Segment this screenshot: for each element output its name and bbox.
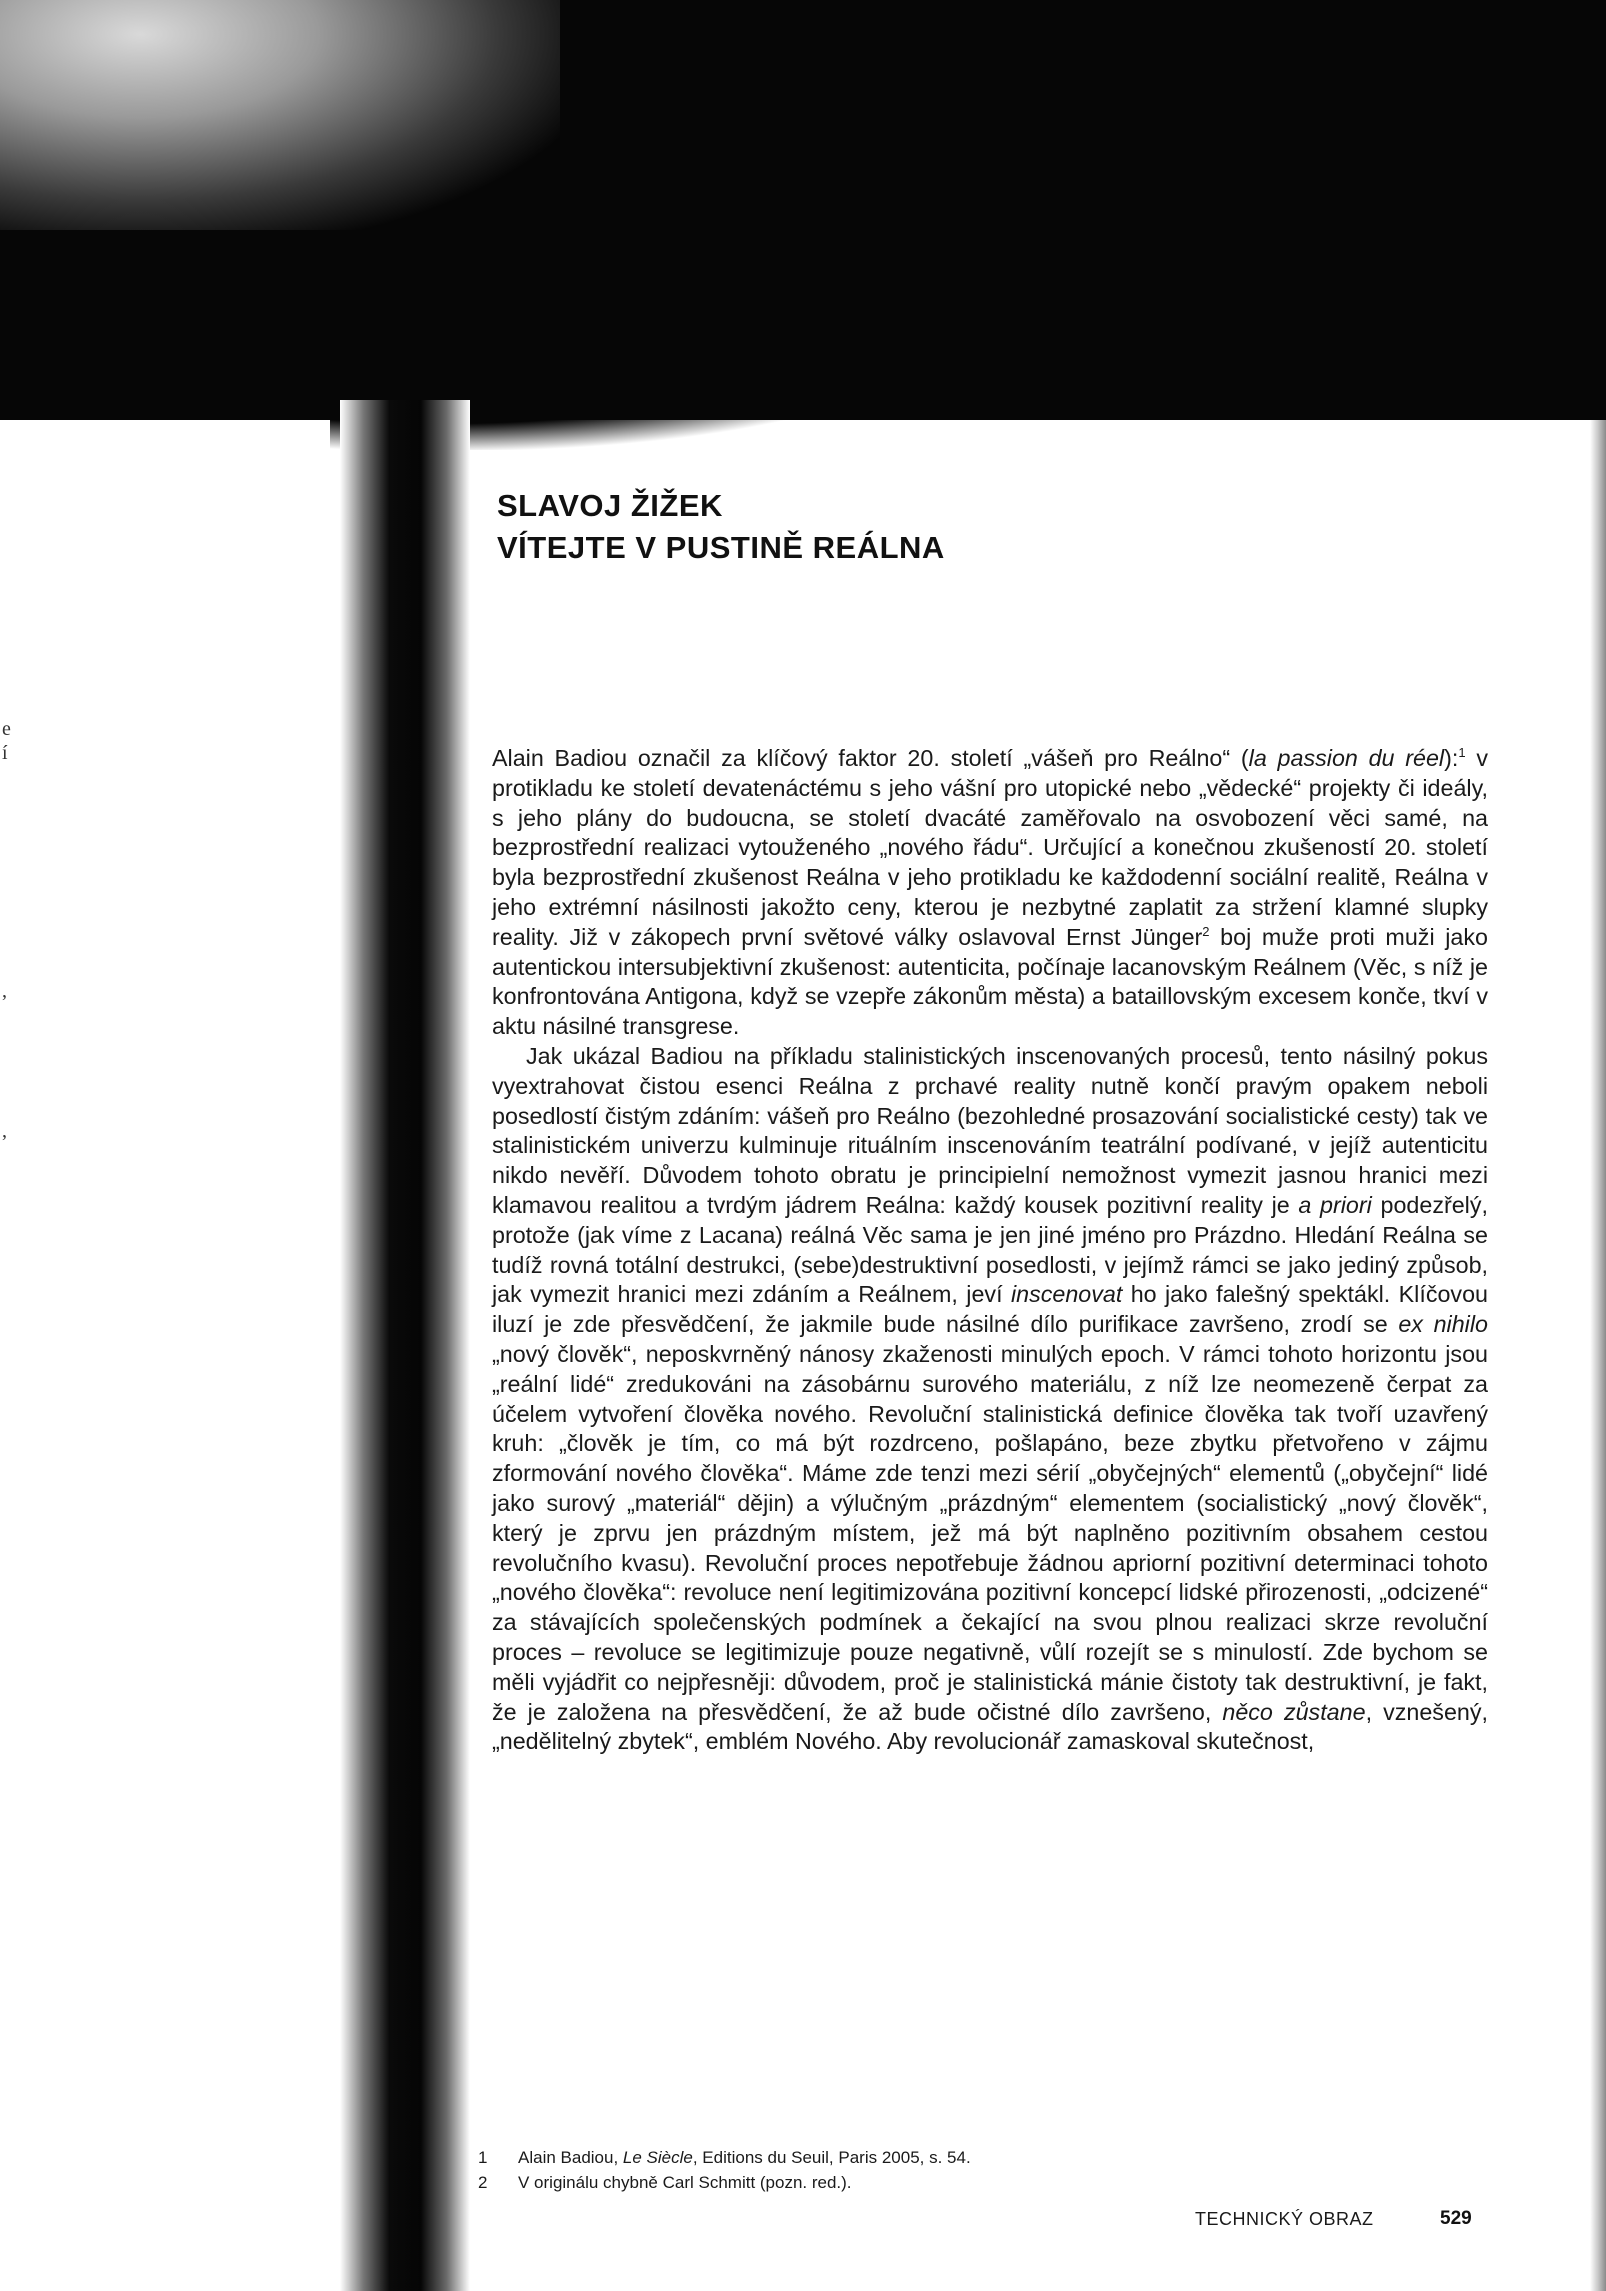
article-author: SLAVOJ ŽIŽEK: [497, 488, 723, 523]
footnotes: [478, 2145, 1278, 2195]
book-gutter-shadow: [340, 400, 470, 2291]
footnote-reference: 1: [1458, 745, 1466, 761]
footnote-reference: 2: [1202, 924, 1210, 940]
italic-phrase: a priori: [1298, 1191, 1372, 1218]
footnote-number: 2: [478, 2173, 488, 2192]
footnote: [478, 2145, 1278, 2170]
paragraph: Jak ukázal Badiou na příkladu stalinistických inscenovaných procesů, tento násilný pokus vyextrahovat čistou esenci Reálna z prchavé reality nutně končí pravým opakem neboli posedlostí čistým zdáním: vášeň pro Reálno (bezohledné prosazování socialistické cesty) tak ve stalinistickém univerzu kulminuje rituálním inscenováním teatrální podívané, v jejíž autenticitu nikdo nevěří. Důvodem tohoto obratu je principielní nemožnost vymezit jasnou hranici mezi klamavou realitou a tvrdým jádrem Reálna: každý kousek pozitivní reality je a priori podezřelý, protože (jak víme z Lacana) reálná Věc sama je jen jiné jméno pro Prázdno. Hledání Reálna se tudíž rovná totální destrukci, (sebe)destruktivní posedlosti, v jejímž rámci se jako jediný způsob, jak vymezit hranici mezi zdáním a Reálnem, jeví inscenovat ho jako falešný spektákl. Klíčovou iluzí je zde přesvědčení, že jakmile bude násilné dílo purifikace završeno, zrodí se ex nihilo „nový člověk“, neposkvrněný nánosy zkaženosti minulých epoch. V rámci tohoto horizontu jsou „reální lidé“ zredukováni na zásobárnu surového materiálu, z níž lze neomezeně čerpat za účelem vytvoření člověka nového. Revoluční stalinistická definice člověka tak tvoří uzavřený kruh: „člověk je tím, co má být rozdrceno, pošlapáno, beze zbytku přetvořeno v zájmu zformování nového člověka“. Máme zde tenzi mezi sérií „obyčejných“ elementů („obyčejní“ lidé jako surový „materiál“ dějin) a výlučným „prázdným“ elementem (socialistický „nový člověk“, který je zprvu jen prázdným místem, jež má být naplněno pozitivním obsahem cestou revolučního kvasu). Revoluční proces nepotřebuje žádnou apriorní pozitivní determinaci tohoto „nového člověka“: revoluce není legitimizována pozitivní koncepcí lidské přirozenosti, „odcizené“ za stávajících společenských podmínek a čekající na svou plnou realizaci skrze revoluční proces – revoluce se legitimizuje pouze negativně, vůlí rozejít se s minulostí. Zde bychom se měli vyjádřit co nejpřesněji: důvodem, proč je stalinistická mánie čistoty tak destruktivní, je fakt, že je založena na přesvědčení, že až bude očistné dílo završeno, něco zůstane, vznešený, „nedělitelný zbytek“, emblém Nového. Aby revolucionář zamaskoval skutečnost,: [492, 1042, 1488, 1755]
footnote: [478, 2170, 1278, 2195]
italic-phrase: ex nihilo: [1398, 1311, 1488, 1338]
italic-phrase: inscenovat: [1010, 1281, 1123, 1308]
italic-phrase: la passion du réel: [1248, 745, 1445, 771]
scan-glare: [0, 0, 560, 230]
article-body: [492, 744, 1488, 1757]
paragraph: Alain Badiou označil za klíčový faktor 20. století „vášeň pro Reálno“ (la passion du réel):$^1$ v protikladu ke století devatenáctému s jeho vášní pro utopické nebo „vědecké“ projekty či ideály, s jeho plány do budoucna, se století dvacáté zaměřovalo na osvobození věci samé, na bezprostřední realizaci vytouženého „nového řádu“. Určující a konečnou zkušeností 20. století byla bezprostřední zkušenost Reálna v jeho protikladu ke každodenní sociální realitě, Reálna v jeho extrémní násilnosti jakožto ceny, kterou je nezbytné zaplatit za stržení klamné slupky reality. Již v zákopech první světové války oslavoval Ernst Jünger$^2$ boj muže proti muži jako autentickou intersubjektivní zkušenost: autenticita, počínaje lacanovským Reálnem (Věc, s níž je konfrontována Antigona, když se vzepře zákonům města) a bataillovským excesem konče, tkví v aktu násilné transgrese.: [492, 745, 1488, 1040]
facing-page-mark: e: [2, 718, 11, 740]
facing-page-mark: ,: [2, 980, 7, 1002]
footnote-text: V originálu chybně Carl Schmitt (pozn. red.).: [518, 2173, 852, 2192]
footnote-number: 1: [478, 2148, 488, 2167]
page-edge: [1590, 420, 1606, 2291]
facing-page-strip: [0, 420, 340, 2291]
page-number: 529: [1440, 2208, 1472, 2229]
italic-phrase: něco zůstane: [1222, 1698, 1366, 1725]
facing-page-mark: ,: [2, 1120, 7, 1142]
footnote-text: Alain Badiou, Le Siècle, Editions du Seuil, Paris 2005, s. 54.: [518, 2148, 971, 2167]
facing-page-mark: í: [2, 742, 8, 764]
article-title: VÍTEJTE V PUSTINĚ REÁLNA: [497, 530, 945, 565]
italic-phrase: Le Siècle: [622, 2148, 693, 2167]
running-footer-title: TECHNICKÝ OBRAZ: [1195, 2209, 1374, 2229]
